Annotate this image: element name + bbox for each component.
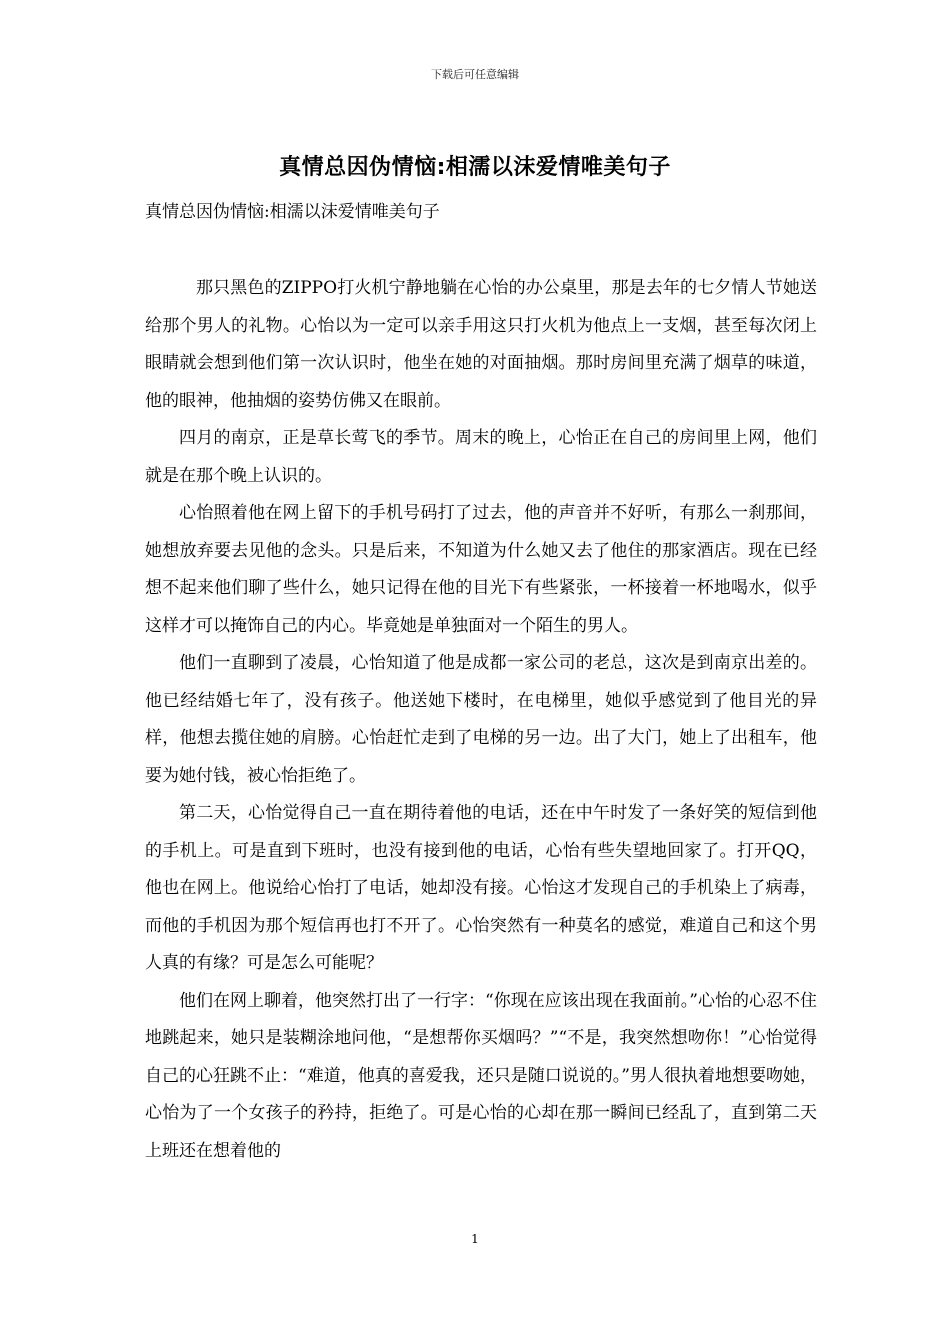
document-subtitle: 真情总因伪情恼:相濡以沫爱情唯美句子 — [145, 202, 440, 222]
header-note: 下载后可任意编辑 — [431, 68, 519, 81]
document-title: 真情总因伪情恼:相濡以沫爱情唯美句子 — [279, 155, 671, 180]
paragraph: 第二天，心怡觉得自己一直在期待着他的电话，还在中午时发了一条好笑的短信到他的手机上。可是直到下班时，也没有接到他的电话，心怡有些失望地回家了。打开QQ，他也在网上。他说给心怡打了电话，她却没有接。心怡这才发现自己的手机染上了病毒，而他的手机因为那个短信再也打不开了。心怡突然有一种莫名的感觉，难道自己和这个男人真的有缘？可是怎么可能呢？ — [145, 803, 817, 973]
paragraph: 他们一直聊到了凌晨，心怡知道了他是成都一家公司的老总，这次是到南京出差的。他已经结婚七年了，没有孩子。他送她下楼时，在电梯里，她似乎感觉到了他目光的异样，他想去揽住她的肩膀。心怡赶忙走到了电梯的另一边。出了大门，她上了出租车，他要为她付钱，被心怡拒绝了。 — [145, 653, 817, 786]
paragraph: 他们在网上聊着，他突然打出了一行字：“你现在应该出现在我面前。”心怡的心忍不住地跳起来，她只是装糊涂地问他，“是想帮你买烟吗？”“不是，我突然想吻你！”心怡觉得自己的心狂跳不止：“难道，他真的喜爱我，还只是随口说说的。”男人很执着地想要吻她，心怡为了一个女孩子的矜持，拒绝了。可是心怡的心却在那一瞬间已经乱了，直到第二天上班还在想着他的 — [145, 990, 817, 1161]
paragraph: 四月的南京，正是草长莺飞的季节。周末的晚上，心怡正在自己的房间里上网，他们就是在那个晚上认识的。 — [145, 428, 817, 486]
document-body — [145, 270, 817, 1170]
page-number: 1 — [471, 1232, 479, 1246]
paragraph: 那只黑色的ZIPPO打火机宁静地躺在心怡的办公桌里，那是去年的七夕情人节她送给那个男人的礼物。心怡以为一定可以亲手用这只打火机为他点上一支烟，甚至每次闭上眼睛就会想到他们第一次认识时，他坐在她的对面抽烟。那时房间里充满了烟草的味道，他的眼神，他抽烟的姿势仿佛又在眼前。 — [145, 278, 817, 411]
paragraph: 心怡照着他在网上留下的手机号码打了过去，他的声音并不好听，有那么一刹那间，她想放弃要去见他的念头。只是后来，不知道为什么她又去了他住的那家酒店。现在已经想不起来他们聊了些什么，她只记得在他的目光下有些紧张，一杯接着一杯地喝水，似乎这样才可以掩饰自己的内心。毕竟她是单独面对一个陌生的男人。 — [145, 503, 817, 636]
